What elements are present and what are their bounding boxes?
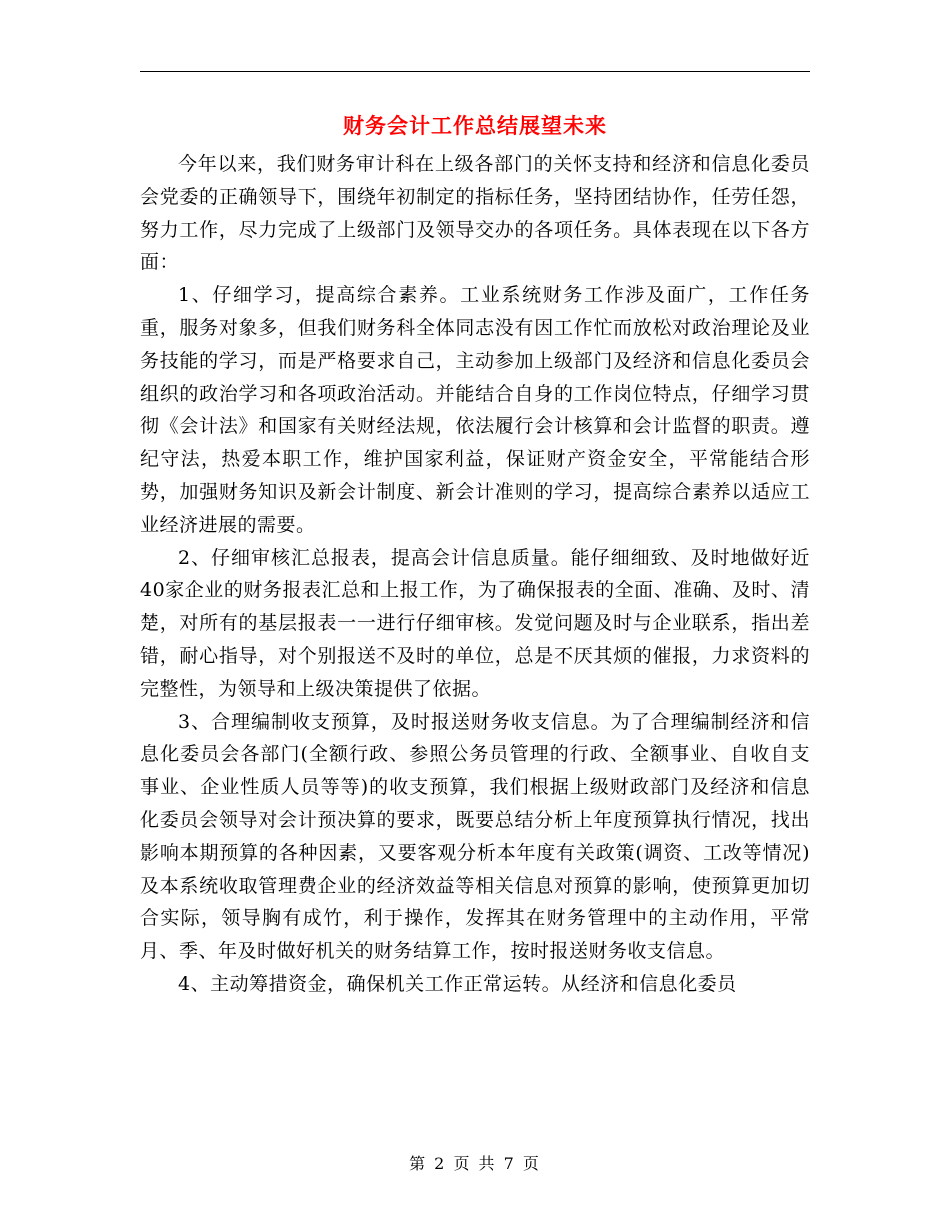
paragraph-item-3: 3、合理编制收支预算，及时报送财务收支信息。为了合理编制经济和信息化委员会各部门(全额行政、参照公务员管理的行政、全额事业、自收自支事业、企业性质人员等等)的收支预算，我们根据上级财政部门及经济和信息化委员会领导对会计预决算的要求，既要总结分析上年度预算执行情况，找出影响本期预算的各种因素，又要客观分析本年度有关政策(调资、工改等情况)及本系统收取管理费企业的经济效益等相关信息对预算的影响，使预算更加切合实际，领导胸有成竹，利于操作，发挥其在财务管理中的主动作用，平常月、季、年及时做好机关的财务结算工作，按时报送财务收支信息。 [140,710,810,963]
paragraph-item-1: 1、仔细学习，提高综合素养。工业系统财务工作涉及面广，工作任务重，服务对象多，但我们财务科全体同志没有因工作忙而放松对政治理论及业务技能的学习，而是严格要求自己，主动参加上级部门及经济和信息化委员会组织的政治学习和各项政治活动。并能结合自身的工作岗位特点，仔细学习贯彻《会计法》和国家有关财经法规，依法履行会计核算和会计监督的职责。遵纪守法，热爱本职工作，维护国家利益，保证财产资金安全，平常能结合形势，加强财务知识及新会计制度、新会计准则的学习，提高综合素养以适应工业经济进展的需要。 [140,284,810,536]
paragraph-intro: 今年以来，我们财务审计科在上级各部门的关怀支持和经济和信息化委员会党委的正确领导下，围绕年初制定的指标任务，坚持团结协作，任劳任怨，努力工作，尽力完成了上级部门及领导交办的各项任务。具体表现在以下各方面： [140,153,810,274]
paragraph-item-2: 2、仔细审核汇总报表，提高会计信息质量。能仔细细致、及时地做好近40家企业的财务报表汇总和上报工作，为了确保报表的全面、准确、及时、清楚，对所有的基层报表一一进行仔细审核。发觉问题及时与企业联系，指出差错，耐心指导，对个别报送不及时的单位，总是不厌其烦的催报，力求资料的完整性，为领导和上级决策提供了依据。 [140,546,810,700]
document-title: 财务会计工作总结展望未来 [343,113,607,138]
document-body [140,148,810,1001]
paragraph-item-4: 4、主动筹措资金，确保机关工作正常运转。从经济和信息化委员 [178,972,737,995]
header-rule [140,71,810,72]
page-number-footer: 第 2 页 共 7 页 [409,1154,541,1173]
